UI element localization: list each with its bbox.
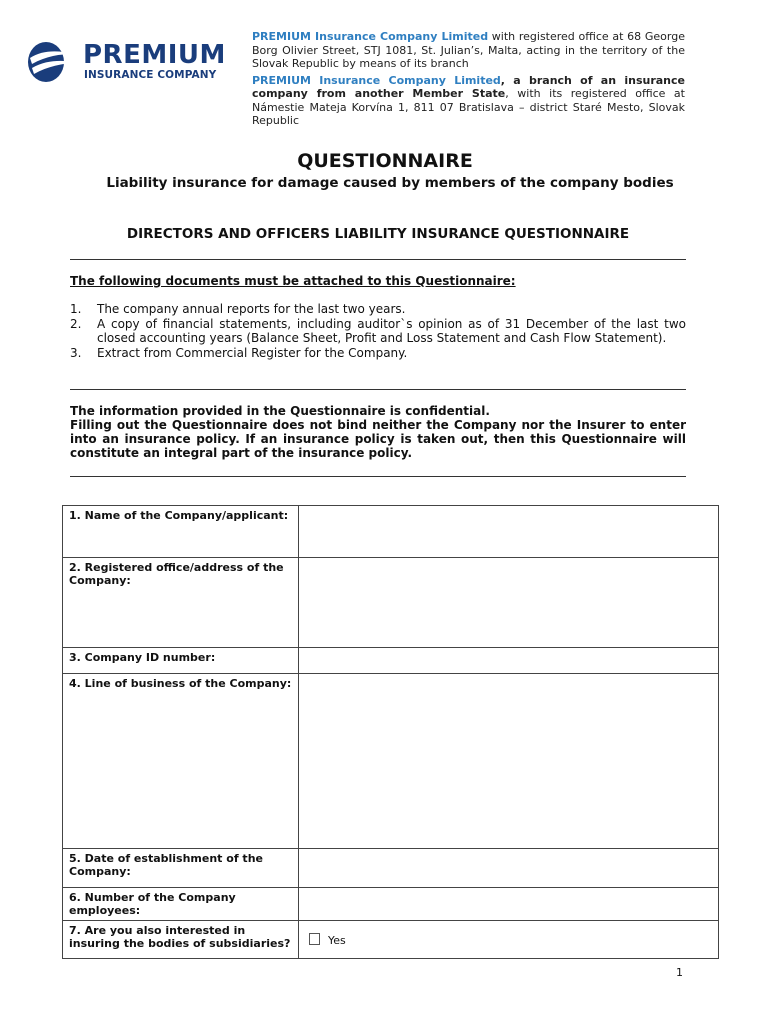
confidential-line-2: Filling out the Questionnaire does not bind neither the Company nor the Insurer to enter into an insurance policy. If an insurance policy is taken out, then this Questionnaire will constitute an integral part of the insurance policy. (70, 418, 686, 460)
header-p1-text: with registered office at 68 George Borg Olivier Street, STJ 1081, St. Julian’s, Malta, acting in the territory of the Slovak Republic by means of its branch (252, 30, 685, 70)
questionnaire-form-table (62, 505, 719, 959)
form-label-subsidiaries: 7. Are you also interested in insuring the bodies of subsidiaries? (63, 921, 299, 959)
form-label-line-of-business: 4. Line of business of the Company: (63, 674, 299, 849)
yes-checkbox[interactable] (309, 933, 320, 945)
attachments-heading: The following documents must be attached to this Questionnaire: (70, 274, 516, 288)
yes-option-label: Yes (328, 933, 346, 947)
header-p2-bold: , a branch of an insurance company from another Member State (252, 73, 685, 100)
header-company-name-1: PREMIUM Insurance Company Limited (252, 30, 489, 43)
header-p2-text: , with its registered office at Námestie Mateja Korvína 1, 811 07 Bratislava – district Staré Mesto, Slovak Republic (252, 87, 685, 127)
table-row (63, 558, 719, 648)
date-established-field[interactable] (299, 849, 719, 888)
form-label-date-established: 5. Date of establishment of the Company: (63, 849, 299, 888)
document-subtitle: Liability insurance for damage caused by members of the company bodies (106, 175, 674, 191)
form-label-registered-office: 2. Registered office/address of the Company: (63, 558, 299, 648)
confidential-line-1: The information provided in the Questionnaire is confidential. (70, 404, 490, 418)
logo-brand-text: PREMIUM (83, 40, 226, 70)
divider (70, 389, 686, 390)
subsidiaries-cell (299, 921, 719, 959)
documents-list (70, 302, 686, 360)
questionnaire-heading: DIRECTORS AND OFFICERS LIABILITY INSURANCE QUESTIONNAIRE (126, 226, 630, 242)
table-row (63, 674, 719, 849)
divider (70, 476, 686, 477)
premium-swoosh-icon (24, 38, 82, 86)
confidentiality-notice (70, 404, 686, 460)
table-row (63, 921, 719, 959)
registered-office-field[interactable] (299, 558, 719, 648)
form-label-employees: 6. Number of the Company employees: (63, 888, 299, 921)
premium-logo (24, 38, 224, 86)
logo-sub-text: INSURANCE COMPANY (84, 69, 217, 81)
table-row (63, 648, 719, 674)
document-title: QUESTIONNAIRE (297, 150, 473, 172)
page-number: 1 (676, 966, 683, 979)
line-of-business-field[interactable] (299, 674, 719, 849)
table-row (63, 888, 719, 921)
list-item: 2. A copy of financial statements, including auditor`s opinion as of 31 December of the last two closed accounting years (Balance Sheet, Profit and Loss Statement and Cash Flow Statement). (70, 316, 686, 345)
company-header (252, 30, 685, 131)
divider (70, 259, 686, 260)
list-item: 3. Extract from Commercial Register for the Company. (70, 345, 408, 360)
header-company-name-2: PREMIUM Insurance Company Limited (252, 73, 501, 87)
form-label-company-id: 3. Company ID number: (63, 648, 299, 674)
company-name-field[interactable] (299, 506, 719, 558)
company-id-field[interactable] (299, 648, 719, 674)
list-item: 1. The company annual reports for the last two years. (70, 302, 406, 316)
form-label-company-name: 1. Name of the Company/applicant: (63, 506, 299, 558)
table-row (63, 849, 719, 888)
header-paragraph-2 (252, 74, 685, 128)
employees-field[interactable] (299, 888, 719, 921)
header-paragraph-1 (252, 30, 685, 71)
table-row (63, 506, 719, 558)
